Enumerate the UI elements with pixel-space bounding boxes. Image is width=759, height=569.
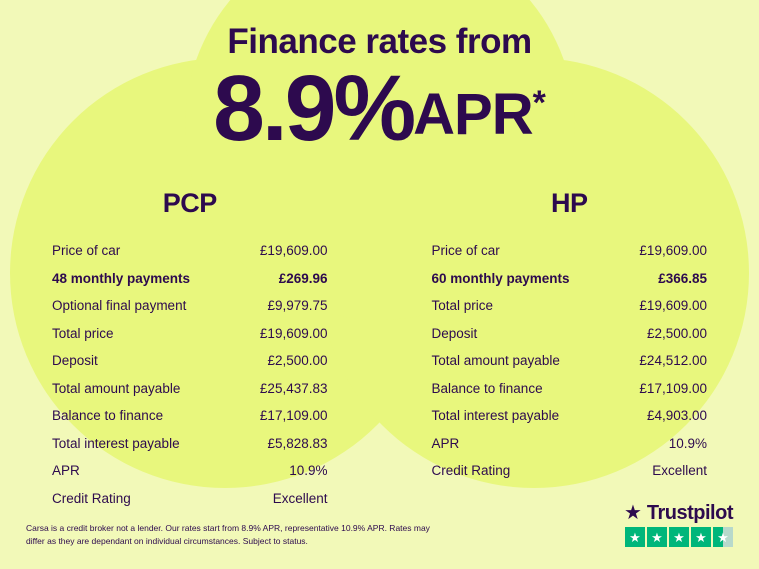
star-icon: ★ (625, 527, 645, 547)
table-row (52, 237, 328, 265)
row-value: £17,109.00 (639, 380, 707, 396)
finance-comparison (0, 188, 759, 512)
star-icon: ★ (691, 527, 711, 547)
table-row (432, 375, 708, 403)
table-row (432, 237, 708, 265)
table-row (432, 457, 708, 485)
row-label: Price of car (52, 243, 121, 258)
row-label: APR (52, 463, 80, 478)
row-value: 10.9% (289, 463, 328, 478)
row-label: Total amount payable (431, 353, 560, 368)
row-value: £2,500.00 (646, 325, 707, 341)
hp-column-title: HP (550, 188, 588, 218)
row-value: £19,609.00 (639, 298, 707, 313)
row-label: Deposit (431, 325, 478, 341)
row-value: £4,903.00 (646, 408, 707, 423)
row-label: Credit Rating (52, 490, 131, 506)
row-label: Total amount payable (52, 380, 181, 396)
rate-apr-label: APR (413, 82, 533, 147)
row-value: £269.96 (278, 270, 328, 286)
table-row (52, 430, 328, 458)
row-label: Total interest payable (431, 408, 560, 423)
rate-display (0, 56, 759, 160)
row-value: £9,979.75 (267, 298, 328, 313)
row-label: Balance to finance (431, 380, 543, 396)
row-label: Deposit (52, 353, 98, 368)
row-value: Excellent (652, 463, 707, 478)
row-label: APR (431, 435, 460, 451)
disclaimer-text: Carsa is a credit broker not a lender. Our rates start from 8.9% APR, representative 10.9% APR. Rates may differ as they are dependant on individual circumstances. Subject to status. (26, 523, 430, 546)
table-row (432, 347, 708, 375)
row-value: £366.85 (658, 270, 707, 286)
table-row (52, 375, 328, 403)
table-row (432, 320, 708, 348)
row-value: £19,609.00 (639, 243, 707, 258)
pcp-column-title: PCP (162, 188, 217, 218)
row-label: Total price (431, 298, 494, 313)
trustpilot-stars (624, 527, 733, 547)
table-row (52, 320, 328, 348)
rate-asterisk: * (532, 84, 546, 122)
rate-number: 8.9% (213, 56, 414, 160)
row-label: Optional final payment (52, 298, 187, 313)
star-icon: ★ (647, 527, 667, 547)
row-value: £2,500.00 (267, 353, 328, 368)
table-row (52, 265, 328, 293)
table-row (432, 402, 708, 430)
row-label: Balance to finance (52, 408, 164, 423)
row-value: £17,109.00 (259, 408, 328, 423)
pcp-column (0, 188, 380, 512)
table-row (432, 265, 708, 293)
hp-column (380, 188, 759, 512)
trustpilot-label: Trustpilot (646, 502, 733, 524)
trustpilot-rating (624, 503, 733, 547)
row-label: Credit Rating (431, 463, 511, 478)
table-row (432, 292, 708, 320)
table-row (52, 347, 328, 375)
table-row (52, 457, 328, 485)
row-label: 48 monthly payments (52, 270, 191, 286)
row-label: 60 monthly payments (431, 270, 570, 286)
row-value: £19,609.00 (259, 325, 328, 341)
star-half-icon: ★ (713, 527, 733, 547)
row-value: £24,512.00 (639, 353, 707, 368)
row-label: Total interest payable (52, 435, 180, 451)
trustpilot-star-icon: ★ (623, 502, 642, 524)
star-icon: ★ (669, 527, 689, 547)
row-label: Price of car (431, 243, 500, 258)
hp-rows (380, 237, 759, 485)
row-value: Excellent (272, 490, 328, 506)
table-row (52, 402, 328, 430)
page-title: Finance rates from (227, 22, 532, 61)
row-label: Total price (52, 325, 114, 341)
table-row (432, 430, 708, 458)
row-value: £25,437.83 (259, 380, 328, 396)
pcp-rows (0, 237, 380, 512)
row-value: £5,828.83 (267, 435, 328, 451)
table-row (52, 292, 328, 320)
footer (0, 499, 759, 569)
row-value: £19,609.00 (259, 243, 328, 258)
row-value: 10.9% (668, 435, 707, 451)
